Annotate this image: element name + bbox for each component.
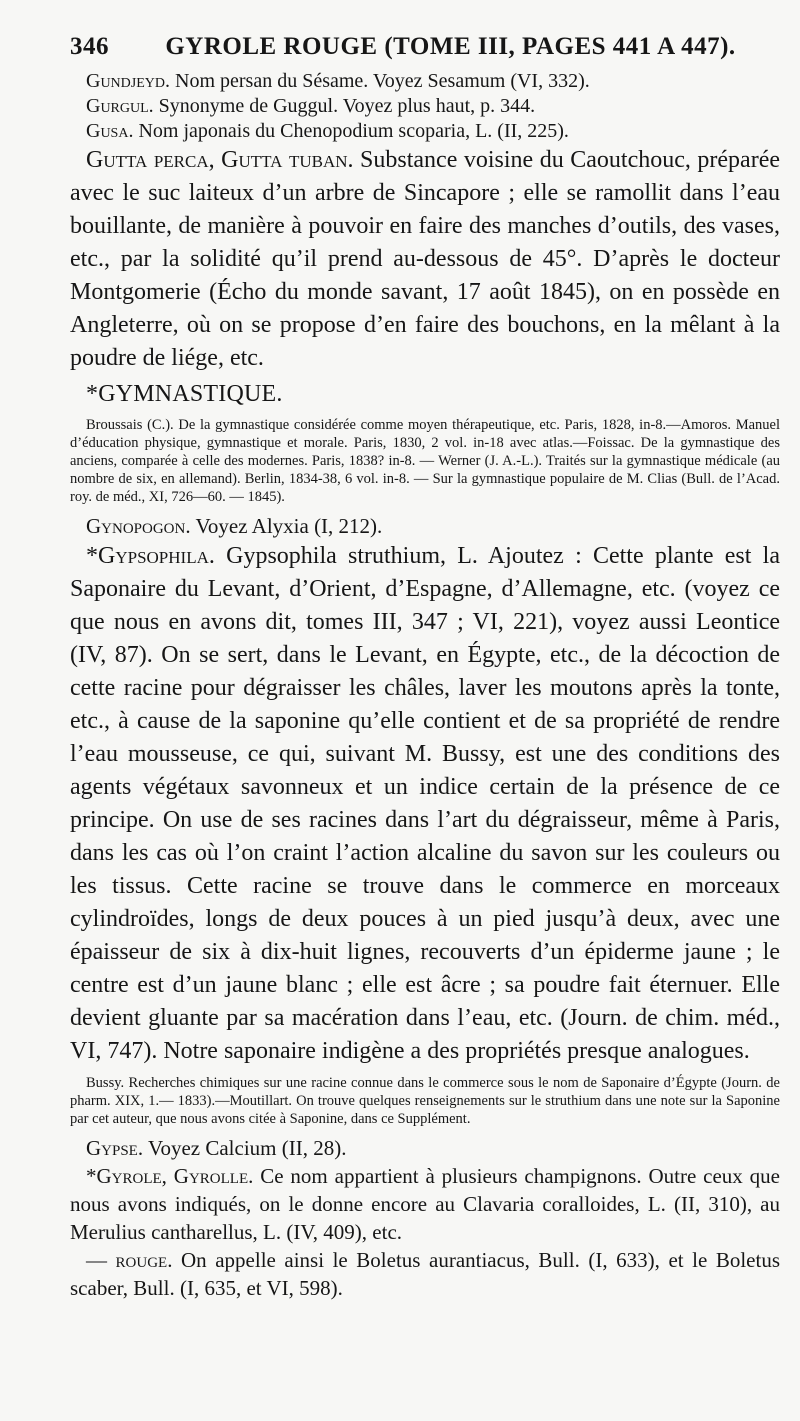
entry-text: Ce nom appartient à plusieurs champignons. Outre ceux que nous avons indiqués, on le donne encore au Clavaria coralloides, L. (II, 310), au Merulius cantharellus, L. (IV, 409), etc.: [70, 1164, 781, 1244]
section-heading-gymnastique: *GYMNASTIQUE.: [86, 381, 283, 407]
entry-gurgul: [70, 94, 780, 119]
bibliography-gypsophila: Bussy. Recherches chimiques sur une racine connue dans le commerce sous le nom de Saponaire d’Égypte (Journ. de pharm. XIX, 1.— 1833).—Moutillart. On trouve quelques renseignements sur le struthium dans une note sur la Saponine par cet auteur, que nous avons citée à Saponine, dans ce Supplément.: [70, 1075, 780, 1127]
entry-text: Nom japonais du Chenopodium scoparia, L. (II, 225).: [138, 120, 569, 142]
entry-text: Nom persan du Sésame. Voyez Sesamum (VI, 332).: [175, 70, 590, 92]
entry-gypsophila: [70, 540, 780, 1068]
entry-term: Gynopogon.: [86, 514, 191, 538]
entry-term: Gutta perca, Gutta tuban.: [86, 147, 354, 173]
page-title: GYROLE ROUGE (TOME III, PAGES 441 A 447).: [165, 33, 736, 60]
entry-term: Gundjeyd.: [86, 70, 170, 92]
entry-text: On appelle ainsi le Boletus aurantiacus, Bull. (I, 633), et le Boletus scaber, Bull. (I, 635, et VI, 598).: [70, 1248, 781, 1300]
entry-text: Substance voisine du Caoutchouc, préparée avec le suc laiteux d’un arbre de Sincapore ; elle se ramollit dans l’eau bouillante, de manière à pouvoir en faire des manches d’outils, des vases, etc., par la solidité qu’il prend au-dessous de 45°. D’après le docteur Montgomerie (Écho du monde savant, 17 août 1845), on en possède en Angleterre, où on se propose d’en faire des bouchons, en la mêlant à la poudre de liége, etc.: [70, 147, 781, 371]
entry-term: Gurgul.: [86, 95, 154, 117]
page-content: [70, 34, 780, 1302]
entry-term: Gypse.: [86, 1136, 144, 1160]
entry-term: — rouge.: [86, 1248, 173, 1272]
entry-gyrole: [70, 1162, 780, 1246]
page-number: 346: [70, 33, 109, 60]
entry-gusa: [70, 119, 780, 144]
entry-text: Gypsophila struthium, L. Ajoutez : Cette plante est la Saponaire du Levant, d’Orient, d’Espagne, d’Allemagne, etc. (voyez ce que nous en avons dit, tomes III, 347 ; VI, 221), voyez aussi Leontice (IV, 87). On se sert, dans le Levant, en Égypte, etc., de la décoction de cette racine pour dégraisser les châles, laver les moutons après la tonte, etc., à cause de la saponine qu’elle contient et de sa propriété de rendre l’eau mousseuse, ce qui, suivant M. Bussy, est une des conditions des agents végétaux savonneux et un indice certain de la présence de ce principe. On use de ses racines dans l’art du dégraisseur, même à Paris, dans les cas où l’on craint l’action alcaline du savon sur les couleurs ou les tissus. Cette racine se trouve dans le commerce en morceaux cylindroïdes, longs de deux pouces à un pied jusqu’à deux, avec une épaisseur de six à dix-huit lignes, recouverts d’un épiderme jaune ; le centre est d’un jaune blanc ; elle est âcre ; sa poudre fait éternuer. Elle devient gluante par sa macération dans l’eau, etc. (Journ. de chim. méd., VI, 747). Notre saponaire indigène a des propriétés presque analogues.: [70, 543, 780, 1064]
entry-gynopogon: [70, 512, 780, 540]
entry-rouge: [70, 1246, 780, 1302]
page-header: [70, 34, 780, 59]
entry-term: *Gyrole, Gyrolle.: [86, 1164, 254, 1188]
entry-term: *Gypsophila.: [86, 543, 215, 569]
entry-text: Voyez Alyxia (I, 212).: [195, 514, 383, 538]
entry-term: Gusa.: [86, 120, 134, 142]
entry-gypse: [70, 1134, 780, 1162]
entry-gundjeyd: [70, 69, 780, 94]
entry-text: Voyez Calcium (II, 28).: [147, 1136, 347, 1160]
bibliography-gymnastique: Broussais (C.). De la gymnastique considérée comme moyen thérapeutique, etc. Paris, 1828, in-8.—Amoros. Manuel d’éducation physique, gymnastique et morale. Paris, 1830, 2 vol. in-18 avec atlas.—Foissac. De la gymnastique des anciens, comparée à celle des modernes. Paris, 1838? in-8. — Werner (J. A.-L.). Traités sur la gymnastique médicale (au nombre de six, en allemand). Berlin, 1834-38, 6 vol. in-8. — Sur la gymnastique populaire de M. Clias (Bull. de l’Acad. roy. de méd., XI, 726—60. — 1845).: [70, 417, 780, 505]
entry-text: Synonyme de Guggul. Voyez plus haut, p. 344.: [158, 95, 536, 117]
entry-gutta-perca: [70, 144, 780, 375]
